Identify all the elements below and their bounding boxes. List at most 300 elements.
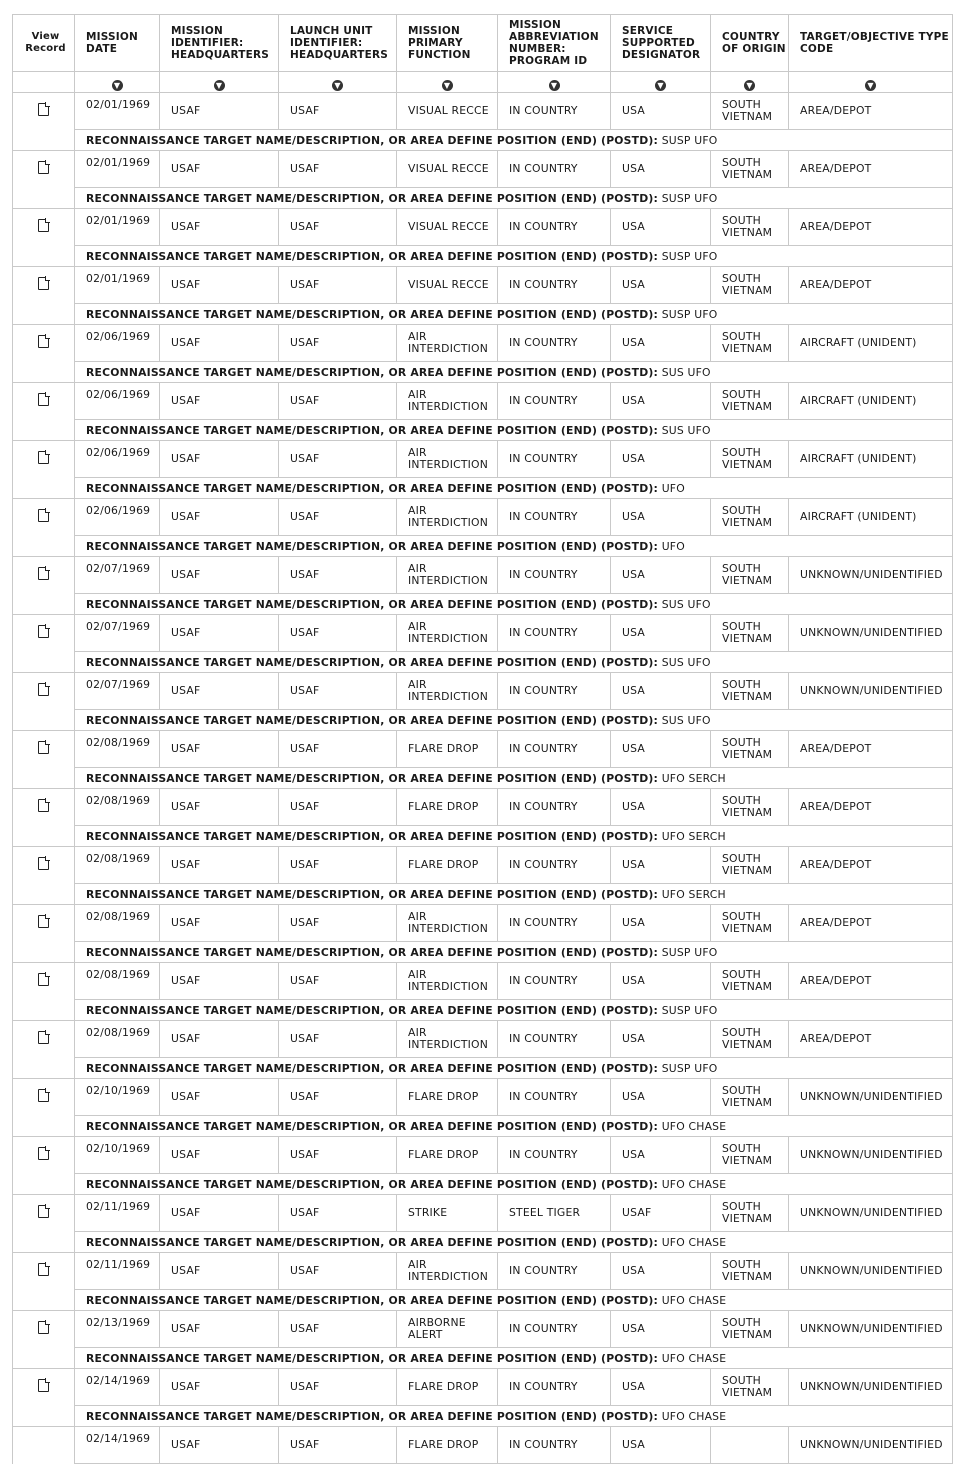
document-icon[interactable] (38, 741, 49, 754)
target-cell: UNKNOWN/UNIDENTIFIED (789, 615, 953, 652)
mission-date-cell: 02/10/1969 (75, 1079, 160, 1116)
mission-date-cell: 02/01/1969 (75, 209, 160, 246)
table-row (13, 1253, 953, 1290)
description-label: RECONNAISSANCE TARGET NAME/DESCRIPTION, OR AREA DEFINE POSITION (END) (POSTD): (86, 307, 659, 321)
program-cell: IN COUNTRY (498, 151, 611, 188)
mission-hq-cell: USAF (160, 93, 279, 130)
description-cell (75, 652, 953, 673)
program-cell: IN COUNTRY (498, 673, 611, 710)
description-cell (75, 884, 953, 905)
document-icon[interactable] (38, 1089, 49, 1102)
country-cell (711, 1427, 789, 1464)
table-row (13, 1427, 953, 1464)
description-spacer (13, 652, 75, 673)
col-header-program-id: MISSION ABBREVIATION NUMBER: PROGRAM ID (498, 15, 611, 72)
mission-hq-cell: USAF (160, 1195, 279, 1232)
service-cell: USA (611, 383, 711, 420)
service-cell: USA (611, 1427, 711, 1464)
description-label: RECONNAISSANCE TARGET NAME/DESCRIPTION, OR AREA DEFINE POSITION (END) (POSTD): (86, 829, 659, 843)
view-record-cell (13, 151, 75, 188)
description-row (13, 768, 953, 789)
table-row (13, 789, 953, 826)
launch-hq-cell: USAF (279, 441, 397, 478)
program-cell: IN COUNTRY (498, 325, 611, 362)
mission-date-cell: 02/11/1969 (75, 1253, 160, 1290)
description-value: SUS UFO (661, 713, 711, 727)
program-cell: IN COUNTRY (498, 209, 611, 246)
description-label: RECONNAISSANCE TARGET NAME/DESCRIPTION, OR AREA DEFINE POSITION (END) (POSTD): (86, 191, 659, 205)
description-cell (75, 1406, 953, 1427)
document-icon[interactable] (38, 1205, 49, 1218)
launch-hq-cell: USAF (279, 731, 397, 768)
document-icon[interactable] (38, 1321, 49, 1334)
country-cell: SOUTH VIETNAM (711, 1137, 789, 1174)
document-icon[interactable] (38, 1379, 49, 1392)
target-cell: UNKNOWN/UNIDENTIFIED (789, 1311, 953, 1348)
description-value: SUS UFO (661, 365, 711, 379)
description-value: SUSP UFO (661, 249, 718, 263)
description-row (13, 362, 953, 383)
description-label: RECONNAISSANCE TARGET NAME/DESCRIPTION, OR AREA DEFINE POSITION (END) (POSTD): (86, 1409, 659, 1423)
document-icon[interactable] (38, 277, 49, 290)
document-icon[interactable] (38, 1147, 49, 1160)
service-cell: USAF (611, 1195, 711, 1232)
launch-hq-cell: USAF (279, 151, 397, 188)
service-cell: USA (611, 905, 711, 942)
service-cell: USA (611, 499, 711, 536)
description-spacer (13, 1406, 75, 1427)
description-row (13, 246, 953, 267)
target-cell: AREA/DEPOT (789, 267, 953, 304)
description-spacer (13, 710, 75, 731)
view-record-cell (13, 1253, 75, 1290)
sort-cell (789, 72, 953, 93)
description-label: RECONNAISSANCE TARGET NAME/DESCRIPTION, OR AREA DEFINE POSITION (END) (POSTD): (86, 423, 659, 437)
sort-cell (611, 72, 711, 93)
description-label: RECONNAISSANCE TARGET NAME/DESCRIPTION, OR AREA DEFINE POSITION (END) (POSTD): (86, 945, 659, 959)
launch-hq-cell: USAF (279, 1427, 397, 1464)
description-row (13, 884, 953, 905)
description-label: RECONNAISSANCE TARGET NAME/DESCRIPTION, OR AREA DEFINE POSITION (END) (POSTD): (86, 1351, 659, 1365)
function-cell: AIR INTERDICTION (397, 1021, 498, 1058)
document-icon[interactable] (38, 509, 49, 522)
description-row (13, 594, 953, 615)
launch-hq-cell: USAF (279, 1079, 397, 1116)
country-cell: SOUTH VIETNAM (711, 905, 789, 942)
service-cell: USA (611, 1253, 711, 1290)
description-row (13, 652, 953, 673)
mission-hq-cell: USAF (160, 1253, 279, 1290)
document-icon[interactable] (38, 335, 49, 348)
sort-icon[interactable]: ▼ (865, 80, 876, 91)
service-cell: USA (611, 1137, 711, 1174)
view-record-cell (13, 731, 75, 768)
country-cell: SOUTH VIETNAM (711, 673, 789, 710)
target-cell: AIRCRAFT (UNIDENT) (789, 383, 953, 420)
date-cell: 02/14/1969 (75, 1427, 160, 1464)
mission-hq-cell: USAF (160, 441, 279, 478)
description-row (13, 420, 953, 441)
view-record-cell (13, 499, 75, 536)
table-row (13, 325, 953, 362)
mission-hq-cell: USAF (160, 1311, 279, 1348)
country-cell: SOUTH VIETNAM (711, 1369, 789, 1406)
description-spacer (13, 1000, 75, 1021)
table-row (13, 267, 953, 304)
document-icon[interactable] (38, 393, 49, 406)
launch-hq-cell: USAF (279, 383, 397, 420)
sort-icon[interactable]: ▼ (112, 80, 123, 91)
description-label: RECONNAISSANCE TARGET NAME/DESCRIPTION, OR AREA DEFINE POSITION (END) (POSTD): (86, 133, 659, 147)
mission-hq-cell: USAF (160, 1137, 279, 1174)
document-icon[interactable] (38, 799, 49, 812)
description-cell (75, 188, 953, 209)
country-cell: SOUTH VIETNAM (711, 789, 789, 826)
service-cell: USA (611, 267, 711, 304)
mission-hq-cell: USAF (160, 1369, 279, 1406)
service-cell: USA (611, 963, 711, 1000)
description-cell (75, 536, 953, 557)
description-value: UFO CHASE (661, 1409, 727, 1423)
program-cell: IN COUNTRY (498, 963, 611, 1000)
description-cell (75, 1000, 953, 1021)
view-record-cell (13, 93, 75, 130)
service-cell: USA (611, 151, 711, 188)
target-cell: AIRCRAFT (UNIDENT) (789, 325, 953, 362)
country-cell: SOUTH VIETNAM (711, 615, 789, 652)
sort-cell (279, 72, 397, 93)
program-cell: IN COUNTRY (498, 905, 611, 942)
mission-hq-cell: USAF (160, 209, 279, 246)
country-cell: SOUTH VIETNAM (711, 383, 789, 420)
description-value: SUSP UFO (661, 1061, 718, 1075)
program-cell: IN COUNTRY (498, 731, 611, 768)
description-cell (75, 1290, 953, 1311)
description-value: SUSP UFO (661, 133, 718, 147)
target-cell: UNKNOWN/UNIDENTIFIED (789, 1195, 953, 1232)
country-cell: SOUTH VIETNAM (711, 325, 789, 362)
description-spacer (13, 1290, 75, 1311)
function-cell: AIR INTERDICTION (397, 383, 498, 420)
description-label: RECONNAISSANCE TARGET NAME/DESCRIPTION, OR AREA DEFINE POSITION (END) (POSTD): (86, 713, 659, 727)
mission-hq-cell: USAF (160, 963, 279, 1000)
target-cell: AREA/DEPOT (789, 209, 953, 246)
country-cell: SOUTH VIETNAM (711, 963, 789, 1000)
launch-hq-cell: USAF (279, 615, 397, 652)
description-spacer (13, 1232, 75, 1253)
program-cell: IN COUNTRY (498, 441, 611, 478)
function-cell: FLARE DROP (397, 1427, 498, 1464)
description-cell (75, 710, 953, 731)
sort-cell (498, 72, 611, 93)
description-label: RECONNAISSANCE TARGET NAME/DESCRIPTION, OR AREA DEFINE POSITION (END) (POSTD): (86, 1293, 659, 1307)
description-spacer (13, 1348, 75, 1369)
program-cell: IN COUNTRY (498, 847, 611, 884)
description-row (13, 826, 953, 847)
function-cell: AIR INTERDICTION (397, 557, 498, 594)
function-cell: AIR INTERDICTION (397, 905, 498, 942)
view-record-cell (13, 1311, 75, 1348)
service-cell: USA (611, 1021, 711, 1058)
program-cell: STEEL TIGER (498, 1195, 611, 1232)
description-spacer (13, 362, 75, 383)
description-value: SUS UFO (661, 597, 711, 611)
function-cell: FLARE DROP (397, 1079, 498, 1116)
description-value: SUS UFO (661, 423, 711, 437)
mission-hq-cell: USAF (160, 731, 279, 768)
description-cell (75, 1058, 953, 1079)
description-cell (75, 478, 953, 499)
description-value: UFO SERCH (661, 829, 726, 843)
table-row (13, 1137, 953, 1174)
service-cell: USA (611, 847, 711, 884)
document-icon[interactable] (38, 161, 49, 174)
description-cell (75, 826, 953, 847)
table-row (13, 1021, 953, 1058)
sort-icon[interactable]: ▼ (655, 80, 666, 91)
view-record-cell (13, 441, 75, 478)
target-cell: UNKNOWN/UNIDENTIFIED (789, 673, 953, 710)
description-cell (75, 420, 953, 441)
description-cell (75, 362, 953, 383)
description-spacer (13, 884, 75, 905)
function-cell: AIRBORNE ALERT (397, 1311, 498, 1348)
description-spacer (13, 942, 75, 963)
sort-row (13, 72, 953, 93)
mission-date-cell: 02/06/1969 (75, 441, 160, 478)
table-row (13, 151, 953, 188)
target-cell: AREA/DEPOT (789, 963, 953, 1000)
col-header-mission-date: MISSION DATE (75, 15, 160, 72)
target-cell: UNKNOWN/UNIDENTIFIED (789, 1369, 953, 1406)
program-cell: IN COUNTRY (498, 1369, 611, 1406)
description-label: RECONNAISSANCE TARGET NAME/DESCRIPTION, OR AREA DEFINE POSITION (END) (POSTD): (86, 1235, 659, 1249)
document-icon[interactable] (38, 451, 49, 464)
service-cell: USA (611, 1079, 711, 1116)
country-cell: SOUTH VIETNAM (711, 847, 789, 884)
program-cell: IN COUNTRY (498, 383, 611, 420)
service-cell: USA (611, 731, 711, 768)
view-record-cell (13, 383, 75, 420)
sort-icon[interactable]: ▼ (442, 80, 453, 91)
mission-hq-cell: USAF (160, 151, 279, 188)
description-value: UFO SERCH (661, 887, 726, 901)
description-cell (75, 1174, 953, 1195)
sort-cell-view (13, 72, 75, 93)
mission-hq-cell: USAF (160, 557, 279, 594)
country-cell: SOUTH VIETNAM (711, 557, 789, 594)
description-spacer (13, 826, 75, 847)
description-value: SUSP UFO (661, 945, 718, 959)
view-record-cell (13, 267, 75, 304)
description-spacer (13, 768, 75, 789)
description-cell (75, 130, 953, 151)
service-cell: USA (611, 441, 711, 478)
program-cell: IN COUNTRY (498, 1137, 611, 1174)
description-value: UFO CHASE (661, 1293, 727, 1307)
description-row (13, 130, 953, 151)
program-cell: IN COUNTRY (498, 1253, 611, 1290)
view-record-cell (13, 209, 75, 246)
description-row (13, 536, 953, 557)
sort-cell (160, 72, 279, 93)
sort-icon[interactable]: ▼ (214, 80, 225, 91)
col-header-mission-identifier: MISSION IDENTIFIER: HEADQUARTERS (160, 15, 279, 72)
mission-date-cell: 02/08/1969 (75, 963, 160, 1000)
document-icon[interactable] (38, 103, 49, 116)
mission-hq-cell: USAF (160, 789, 279, 826)
sort-icon[interactable]: ▼ (332, 80, 343, 91)
mission-date-cell: 02/06/1969 (75, 383, 160, 420)
service-cell: USA (611, 1311, 711, 1348)
target-cell: UNKNOWN/UNIDENTIFIED (789, 1253, 953, 1290)
description-row (13, 1174, 953, 1195)
view-record-cell (13, 1195, 75, 1232)
launch-hq-cell: USAF (279, 1369, 397, 1406)
target-cell: UNKNOWN/UNIDENTIFIED (789, 1079, 953, 1116)
description-row (13, 1406, 953, 1427)
description-value: UFO (661, 539, 685, 553)
program-cell: IN COUNTRY (498, 557, 611, 594)
description-value: SUSP UFO (661, 1003, 718, 1017)
description-row (13, 304, 953, 325)
target-cell: AREA/DEPOT (789, 847, 953, 884)
service-cell: USA (611, 325, 711, 362)
description-value: UFO SERCH (661, 771, 726, 785)
mission-hq-cell: USAF (160, 1021, 279, 1058)
view-record-cell (13, 905, 75, 942)
document-icon[interactable] (38, 973, 49, 986)
country-cell: SOUTH VIETNAM (711, 1021, 789, 1058)
table-row (13, 557, 953, 594)
launch-hq-cell: USAF (279, 557, 397, 594)
target-cell: AIRCRAFT (UNIDENT) (789, 441, 953, 478)
records-sheet (12, 14, 952, 1464)
description-label: RECONNAISSANCE TARGET NAME/DESCRIPTION, OR AREA DEFINE POSITION (END) (POSTD): (86, 1061, 659, 1075)
description-cell (75, 594, 953, 615)
mission-date-cell: 02/08/1969 (75, 731, 160, 768)
target-cell: AIRCRAFT (UNIDENT) (789, 499, 953, 536)
description-spacer (13, 1174, 75, 1195)
view-record-cell (13, 615, 75, 652)
description-spacer (13, 130, 75, 151)
view-record-cell (13, 557, 75, 594)
country-cell: SOUTH VIETNAM (711, 151, 789, 188)
mission-date-cell: 02/08/1969 (75, 789, 160, 826)
function-cell: AIR INTERDICTION (397, 499, 498, 536)
function-cell: FLARE DROP (397, 1137, 498, 1174)
description-spacer (13, 304, 75, 325)
sort-cell (397, 72, 498, 93)
country-cell: SOUTH VIETNAM (711, 93, 789, 130)
document-icon[interactable] (38, 567, 49, 580)
function-cell: AIR INTERDICTION (397, 325, 498, 362)
launch-hq-cell: USAF (279, 1311, 397, 1348)
description-row (13, 1000, 953, 1021)
launch-hq-cell: USAF (279, 847, 397, 884)
function-cell: AIR INTERDICTION (397, 673, 498, 710)
function-cell: AIR INTERDICTION (397, 963, 498, 1000)
sort-cell (711, 72, 789, 93)
description-label: RECONNAISSANCE TARGET NAME/DESCRIPTION, OR AREA DEFINE POSITION (END) (POSTD): (86, 249, 659, 263)
launch-hq-cell: USAF (279, 325, 397, 362)
view-record-cell (13, 1427, 75, 1464)
document-icon[interactable] (38, 219, 49, 232)
document-icon[interactable] (38, 1031, 49, 1044)
mission-date-cell: 02/07/1969 (75, 615, 160, 652)
document-icon[interactable] (38, 857, 49, 870)
country-cell: SOUTH VIETNAM (711, 209, 789, 246)
description-spacer (13, 478, 75, 499)
country-cell: SOUTH VIETNAM (711, 1311, 789, 1348)
description-label: RECONNAISSANCE TARGET NAME/DESCRIPTION, OR AREA DEFINE POSITION (END) (POSTD): (86, 655, 659, 669)
document-icon[interactable] (38, 1263, 49, 1276)
table-row (13, 615, 953, 652)
table-row (13, 1079, 953, 1116)
mission-date-cell: 02/10/1969 (75, 1137, 160, 1174)
view-record-cell (13, 673, 75, 710)
view-record-cell (13, 847, 75, 884)
table-row (13, 673, 953, 710)
service-cell: USA (611, 1369, 711, 1406)
description-row (13, 1290, 953, 1311)
view-record-cell (13, 1369, 75, 1406)
service-cell: USA (611, 789, 711, 826)
function-cell: VISUAL RECCE (397, 93, 498, 130)
target-cell: AREA/DEPOT (789, 731, 953, 768)
description-value: SUSP UFO (661, 191, 718, 205)
program-cell: IN COUNTRY (498, 789, 611, 826)
target-cell: AREA/DEPOT (789, 93, 953, 130)
document-icon[interactable] (38, 625, 49, 638)
target-cell: UNKNOWN/UNIDENTIFIED (789, 1427, 953, 1464)
mission-date-cell: 02/08/1969 (75, 847, 160, 884)
function-cell: VISUAL RECCE (397, 209, 498, 246)
mission-hq-cell: USAF (160, 847, 279, 884)
launch-hq-cell: USAF (279, 1021, 397, 1058)
service-cell: USA (611, 93, 711, 130)
service-cell: USA (611, 673, 711, 710)
mission-hq-cell: USAF (160, 267, 279, 304)
description-spacer (13, 1116, 75, 1137)
table-row (13, 905, 953, 942)
function-cell: STRIKE (397, 1195, 498, 1232)
document-icon[interactable] (38, 915, 49, 928)
program-cell: IN COUNTRY (498, 1079, 611, 1116)
col-header-target-type: TARGET/OBJECTIVE TYPE CODE (789, 15, 953, 72)
mission-hq-cell: USAF (160, 615, 279, 652)
col-header-launch-unit: LAUNCH UNIT IDENTIFIER: HEADQUARTERS (279, 15, 397, 72)
document-icon[interactable] (38, 683, 49, 696)
country-cell: SOUTH VIETNAM (711, 1253, 789, 1290)
sort-icon[interactable]: ▼ (744, 80, 755, 91)
function-cell: FLARE DROP (397, 847, 498, 884)
mission-date-cell: 02/01/1969 (75, 93, 160, 130)
mission-date-cell: 02/01/1969 (75, 267, 160, 304)
launch-hq-cell: USAF (279, 209, 397, 246)
service-cell: USA (611, 557, 711, 594)
mission-hq-cell: USAF (160, 1079, 279, 1116)
program-cell: IN COUNTRY (498, 1311, 611, 1348)
header-row (13, 15, 953, 72)
description-row (13, 1232, 953, 1253)
launch-hq-cell: USAF (279, 1253, 397, 1290)
country-cell: SOUTH VIETNAM (711, 731, 789, 768)
function-cell: AIR INTERDICTION (397, 615, 498, 652)
service-cell: USA (611, 615, 711, 652)
description-spacer (13, 536, 75, 557)
sort-icon[interactable]: ▼ (549, 80, 560, 91)
